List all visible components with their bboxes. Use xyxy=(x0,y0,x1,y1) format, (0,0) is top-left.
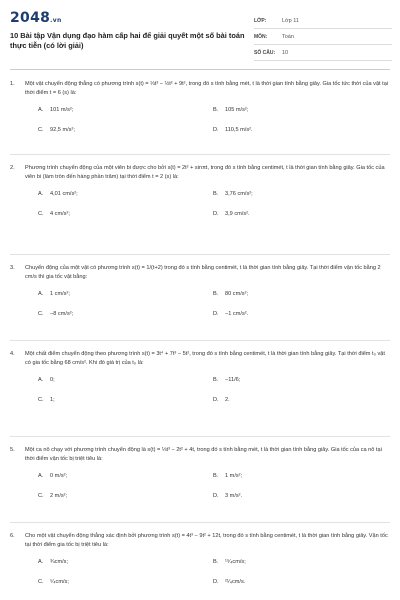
option-text: 3,9 cm/s². xyxy=(225,211,250,217)
question-text xyxy=(10,532,392,550)
info-label: SỐ CÂU: xyxy=(254,49,276,56)
question-body: Một chất điểm chuyển động theo phương trình s(t) = 3t⁴ + 7t³ − 5t², trong đó s tính bằng centimét, t là thời gian tính bằng giây. Tại thời điểm t₀ vật có gia tốc bằng 68 cm/s². Khi đó giá trị của t₀ là: xyxy=(25,351,385,366)
question-5 xyxy=(10,446,392,500)
option-key: A. xyxy=(38,473,44,479)
question-number: 2. xyxy=(10,165,15,171)
option-text: ¹⁵⁄₄cm/s; xyxy=(225,559,246,565)
option-text: ²¹⁄₄cm/s. xyxy=(225,579,246,585)
options xyxy=(10,472,392,500)
option-c[interactable] xyxy=(38,310,213,318)
option-b[interactable] xyxy=(213,558,388,566)
option-text: 3,76 cm/s²; xyxy=(225,191,253,197)
option-a[interactable] xyxy=(38,290,213,298)
option-b[interactable] xyxy=(213,106,388,114)
question-text xyxy=(10,264,392,282)
option-key: D. xyxy=(213,493,219,499)
options xyxy=(10,558,392,586)
option-d[interactable] xyxy=(213,492,388,500)
option-key: B. xyxy=(213,377,219,383)
option-key: B. xyxy=(213,559,219,565)
question-text xyxy=(10,446,392,464)
options xyxy=(10,290,392,318)
option-c[interactable] xyxy=(38,578,213,586)
option-key: A. xyxy=(38,191,44,197)
option-c[interactable] xyxy=(38,126,213,134)
option-key: C. xyxy=(38,397,44,403)
option-text: −8 cm/s²; xyxy=(50,311,74,317)
question-1 xyxy=(10,80,392,134)
page-title: 10 Bài tập Vận dụng đạo hàm cấp hai để giải quyết một số bài toán thực tiễn (có lời giải) xyxy=(10,31,245,50)
question-body: Cho một vật chuyển động thẳng xác định bởi phương trình s(t) = 4t³ − 9t² + 12t, trong đó s tính bằng centimét, t là thời gian tính bằng giây. Vận tốc tại thời điểm gia tốc bị triệt tiêu là: xyxy=(25,533,388,548)
option-key: C. xyxy=(38,127,44,133)
option-b[interactable] xyxy=(213,376,388,384)
option-text: 110,5 m/s². xyxy=(225,127,253,133)
option-key: D. xyxy=(213,579,219,585)
option-text: 2 m/s²; xyxy=(50,493,68,499)
option-key: A. xyxy=(38,291,44,297)
option-c[interactable] xyxy=(38,210,213,218)
info-label: LỚP: xyxy=(254,17,267,24)
options xyxy=(10,376,392,404)
option-key: C. xyxy=(38,493,44,499)
site-logo[interactable] xyxy=(10,10,62,26)
option-key: A. xyxy=(38,559,44,565)
option-text: −1 cm/s². xyxy=(225,311,249,317)
option-key: C. xyxy=(38,579,44,585)
option-a[interactable] xyxy=(38,472,213,480)
option-d[interactable] xyxy=(213,126,388,134)
option-key: D. xyxy=(213,311,219,317)
options xyxy=(10,190,392,218)
option-d[interactable] xyxy=(213,310,388,318)
options xyxy=(10,106,392,134)
option-text: 105 m/s²; xyxy=(225,107,249,113)
option-key: C. xyxy=(38,211,44,217)
option-b[interactable] xyxy=(213,290,388,298)
option-text: 1; xyxy=(50,397,55,403)
option-d[interactable] xyxy=(213,578,388,586)
question-number: 4. xyxy=(10,351,15,357)
option-key: D. xyxy=(213,211,219,217)
question-text xyxy=(10,350,392,368)
option-text: 2. xyxy=(225,397,230,403)
question-body: Một vật chuyển động thẳng có phương trình s(t) = ⅓t³ − ½t² + 9t², trong đó s tính bằng mét, t là thời gian tính bằng giây. Gia tốc tức thời của vật tại thời điểm t = 6 (s) là: xyxy=(25,81,389,96)
info-row-count xyxy=(254,45,392,61)
option-text: 4,01 cm/s²; xyxy=(50,191,78,197)
option-text: 80 cm/s²; xyxy=(225,291,249,297)
option-key: B. xyxy=(213,291,219,297)
question-divider xyxy=(10,436,390,437)
option-text: ⁵⁄₄cm/s; xyxy=(50,579,69,585)
info-value: Lớp 11 xyxy=(282,17,299,24)
option-a[interactable] xyxy=(38,376,213,384)
question-text xyxy=(10,80,392,98)
option-text: 4 cm/s²; xyxy=(50,211,70,217)
option-key: D. xyxy=(213,127,219,133)
option-b[interactable] xyxy=(213,190,388,198)
question-divider xyxy=(10,340,390,341)
info-value: Toán xyxy=(282,33,294,40)
option-text: ¾cm/s; xyxy=(50,559,69,565)
option-d[interactable] xyxy=(213,210,388,218)
question-number: 5. xyxy=(10,447,15,453)
option-text: 92,5 m/s²; xyxy=(50,127,75,133)
option-text: 0; xyxy=(50,377,55,383)
option-text: 1 m/s²; xyxy=(225,473,243,479)
option-a[interactable] xyxy=(38,106,213,114)
option-key: A. xyxy=(38,377,44,383)
question-6 xyxy=(10,532,392,586)
option-text: 1 cm/s²; xyxy=(50,291,70,297)
option-key: A. xyxy=(38,107,44,113)
question-3 xyxy=(10,264,392,318)
option-a[interactable] xyxy=(38,558,213,566)
header-divider xyxy=(10,69,390,70)
question-number: 6. xyxy=(10,533,15,539)
info-value: 10 xyxy=(282,49,289,56)
question-divider xyxy=(10,154,390,155)
option-a[interactable] xyxy=(38,190,213,198)
option-key: B. xyxy=(213,191,219,197)
logo-text: 2048 xyxy=(10,10,51,26)
option-key: B. xyxy=(213,473,219,479)
logo-sub: .vn xyxy=(50,17,62,24)
info-label: MÔN: xyxy=(254,33,268,40)
info-row-subject xyxy=(254,29,392,45)
question-4 xyxy=(10,350,392,404)
question-body: Một ca nô chạy với phương trình chuyển động là s(t) = ⅓t³ − 2t² + 4t, trong đó s tính bằng mét, t là thời gian tính bằng giây. Gia tốc của ca nô tại thời điểm vận tốc bị triệt tiêu là: xyxy=(25,447,382,462)
option-c[interactable] xyxy=(38,396,213,404)
option-c[interactable] xyxy=(38,492,213,500)
question-text xyxy=(10,164,392,182)
question-number: 1. xyxy=(10,81,15,87)
option-text: 101 m/s²; xyxy=(50,107,74,113)
option-b[interactable] xyxy=(213,472,388,480)
question-divider xyxy=(10,254,390,255)
info-panel xyxy=(254,13,392,61)
info-row-class xyxy=(254,13,392,29)
option-key: B. xyxy=(213,107,219,113)
option-key: D. xyxy=(213,397,219,403)
question-divider xyxy=(10,522,390,523)
option-key: C. xyxy=(38,311,44,317)
option-text: 3 m/s². xyxy=(225,493,243,499)
question-number: 3. xyxy=(10,265,15,271)
option-d[interactable] xyxy=(213,396,388,404)
option-text: 0 m/s²; xyxy=(50,473,68,479)
question-body: Chuyển động của một vật có phương trình s(t) = 1/(t+2) trong đó s tính bằng centimét, t là thời gian tính bằng giây. Tại thời điểm vận tốc bằng 2 cm/s thì gia tốc vật bằng: xyxy=(25,265,381,280)
question-2 xyxy=(10,164,392,218)
option-text: −11/6; xyxy=(225,377,241,383)
question-body: Phương trình chuyển động của một viên bi được cho bởi s(t) = 2t² + sinπt, trong đó s tính bằng centimét, t là thời gian tính bằng giây. Gia tốc của viên bi (làm tròn đến hàng phần trăm) tại thời điểm t = 2 (s) là: xyxy=(25,165,385,180)
